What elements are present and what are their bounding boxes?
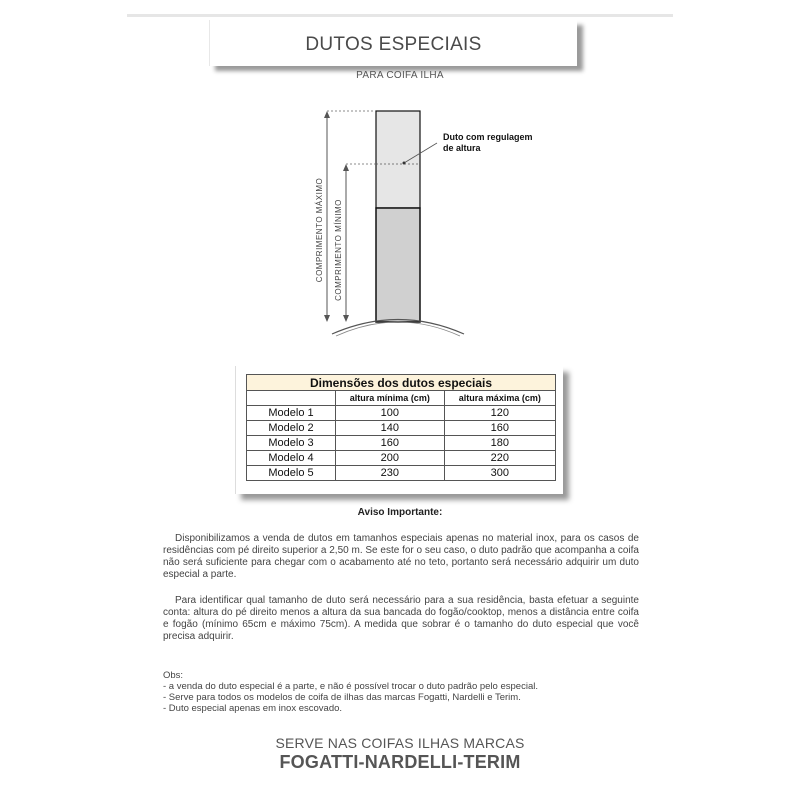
callout-dot [403,162,406,165]
table-title: Dimensões dos dutos especiais [247,375,556,391]
min-arrow-bottom [343,315,349,322]
row-model: Modelo 1 [247,406,336,421]
row-min: 140 [336,421,445,436]
min-arrow-top [343,164,349,171]
notice-heading: Aviso Importante: [357,507,443,518]
row-max: 160 [444,421,555,436]
footer-serve: SERVE NAS COIFAS ILHAS MARCAS [275,735,525,751]
hood-arc-inner [336,322,460,336]
label-max-length: COMPRIMENTO MÁXIMO [315,177,324,283]
top-divider [127,14,673,17]
duct-lower [376,208,420,322]
table-row [247,406,556,421]
footer-brands: FOGATTI-NARDELLI-TERIM [279,752,521,772]
row-model: Modelo 3 [247,436,336,451]
label-min-length: COMPRIMENTO MÍNIMO [334,199,343,301]
dimensions-table-card [235,366,563,494]
row-max: 300 [444,466,555,481]
title-box [209,20,577,66]
row-max: 120 [444,406,555,421]
obs-heading: Obs: [163,670,184,681]
adjustable-duct-upper [376,111,420,208]
duct-note-line1: Duto com regulagem [443,132,533,142]
table-header-max: altura máxima (cm) [444,391,555,406]
row-model: Modelo 5 [247,466,336,481]
row-model: Modelo 4 [247,451,336,466]
row-min: 200 [336,451,445,466]
obs-item: - Duto especial apenas em inox escovado. [163,703,343,714]
duct-note-line2: de altura [443,143,481,153]
notice-paragraph-1: Disponibilizamos a venda de dutos em tamanhos especiais apenas no material inox, para os casos de residências com pé direito superior a 2,50 m. Se este for o seu caso, o duto padrão que acompanha a coifa não será suficiente para chegar com o acabamento até no teto, portanto será necessário adquirir um duto especial a parte. [163,533,639,580]
obs-section [163,670,633,714]
table-row [247,451,556,466]
row-min: 100 [336,406,445,421]
obs-item: - a venda do duto especial é a parte, e não é possível trocar o duto padrão pelo especial. [163,681,538,692]
dimensions-table [246,374,556,481]
max-arrow-top [324,111,330,118]
table-row [247,421,556,436]
obs-item: - Serve para todos os modelos de coifa de ilhas das marcas Fogatti, Nardelli e Terim. [163,692,521,703]
table-row [247,466,556,481]
duct-note [443,132,583,154]
table-header-empty [247,391,336,406]
row-max: 220 [444,451,555,466]
page-subtitle: PARA COIFA ILHA [356,70,444,81]
row-model: Modelo 2 [247,421,336,436]
page-title: DUTOS ESPECIAIS [305,34,482,55]
row-min: 160 [336,436,445,451]
notice-paragraph-2: Para identificar qual tamanho de duto será necessário para a sua residência, basta efetuar a seguinte conta: altura do pé direito menos a altura da sua bancada do fogão/cooktop, menos a distância entre coifa e fogão (mínimo 65cm e máximo 75cm). A medida que sobrar é o tamanho do duto especial que você precisa adquirir. [163,595,639,642]
table-row [247,436,556,451]
row-max: 180 [444,436,555,451]
max-arrow-bottom [324,315,330,322]
row-min: 230 [336,466,445,481]
table-header-min: altura mínima (cm) [336,391,445,406]
